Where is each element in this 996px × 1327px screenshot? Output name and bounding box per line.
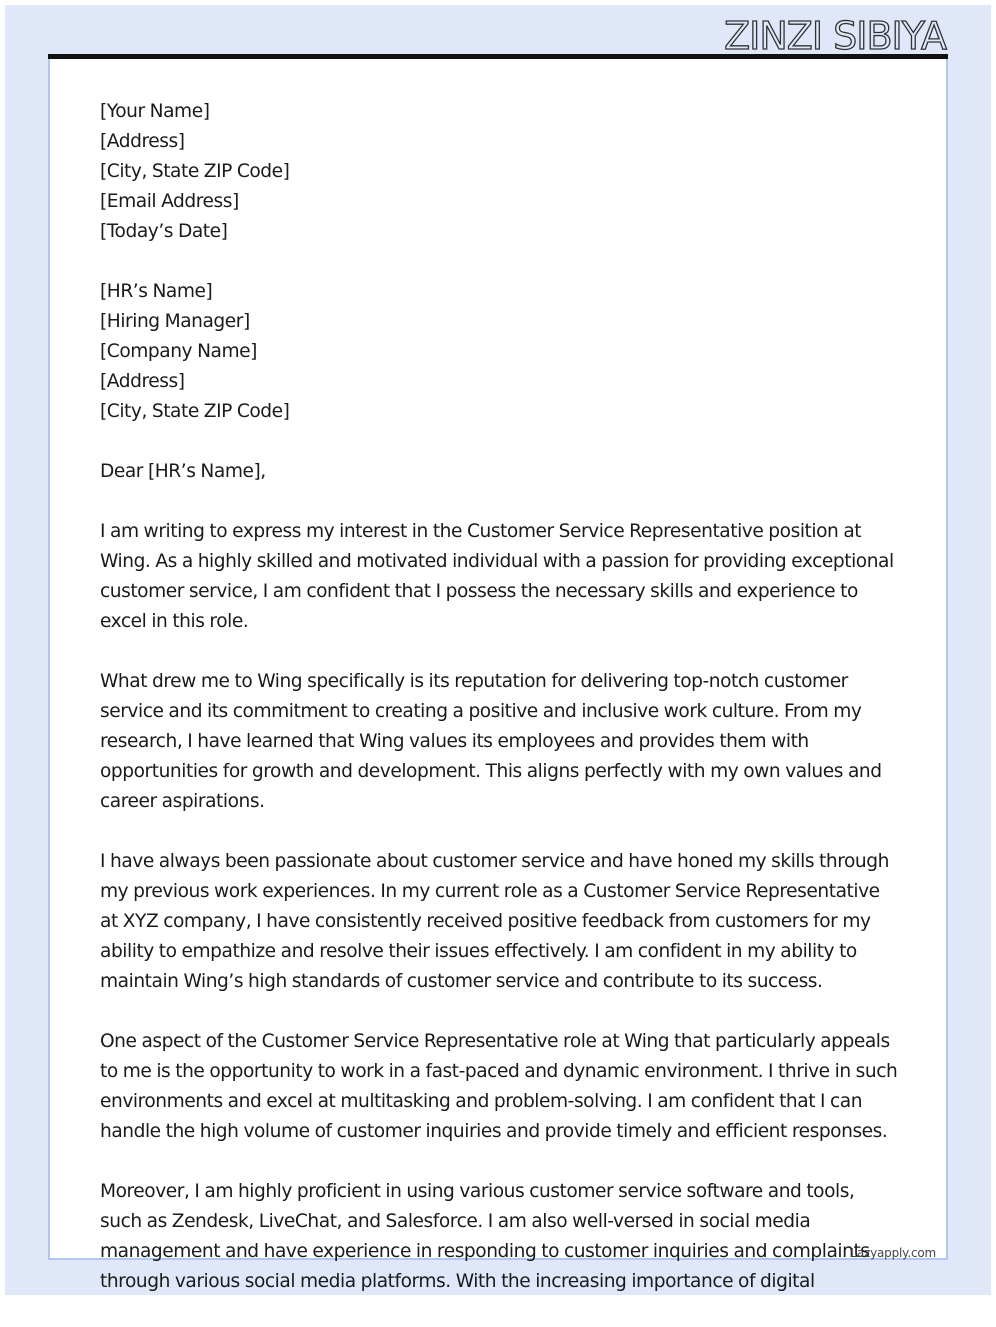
sender-name: [Your Name] xyxy=(100,101,210,122)
body-paragraph: What drew me to Wing specifically is its reputation for delivering top-notch customer service and its commitment to creating a positive and inclusive work culture. From my research, I have learned that Wing values its employees and provides them with opportunities for growth and development. This aligns perfectly with my own values and career aspirations. xyxy=(100,671,882,812)
recipient-hr-name: [HR’s Name] xyxy=(100,281,213,302)
salutation: Dear [HR’s Name], xyxy=(100,461,266,482)
sender-city: [City, State ZIP Code] xyxy=(100,161,290,182)
sender-email: [Email Address] xyxy=(100,191,239,212)
sender-address: [Address] xyxy=(100,131,185,152)
applicant-name-heading: ZINZI SIBIYA xyxy=(724,14,946,58)
recipient-address: [Address] xyxy=(100,371,185,392)
recipient-block xyxy=(100,277,900,427)
watermark-link[interactable]: Lazyapply.com xyxy=(850,1246,936,1260)
letter-date: [Today’s Date] xyxy=(100,221,228,242)
body-paragraph: One aspect of the Customer Service Representative role at Wing that particularly appeals to me is the opportunity to work in a fast-paced and dynamic environment. I thrive in such environments and excel at multitasking and problem-solving. I am confident that I can handle the high volume of customer inquiries and provide timely and efficient responses. xyxy=(100,1031,898,1142)
body-paragraph: I have always been passionate about customer service and have honed my skills through my previous work experiences. In my current role as a Customer Service Representative at XYZ company, I have consistently received positive feedback from customers for my ability to empathize and resolve their issues effectively. I am confident in my ability to maintain Wing’s high standards of customer service and contribute to its success. xyxy=(100,851,889,992)
recipient-company: [Company Name] xyxy=(100,341,257,362)
spacer xyxy=(100,247,900,277)
cover-letter-body xyxy=(100,97,900,1327)
recipient-city: [City, State ZIP Code] xyxy=(100,401,290,422)
sender-block xyxy=(100,97,900,247)
body-paragraph: I am writing to express my interest in the Customer Service Representative position at Wing. As a highly skilled and motivated individual with a passion for providing exceptional customer service, I am confident that I possess the necessary skills and experience to excel in this role. xyxy=(100,521,894,632)
recipient-title: [Hiring Manager] xyxy=(100,311,250,332)
spacer xyxy=(100,427,900,457)
body-paragraph: Moreover, I am highly proficient in using various customer service software and tools, such as Zendesk, LiveChat, and Salesforce. I am also well-versed in social media management and have experience in responding to customer inquiries and complaints through various social media platforms. With the increasing importance of digital xyxy=(100,1181,870,1292)
